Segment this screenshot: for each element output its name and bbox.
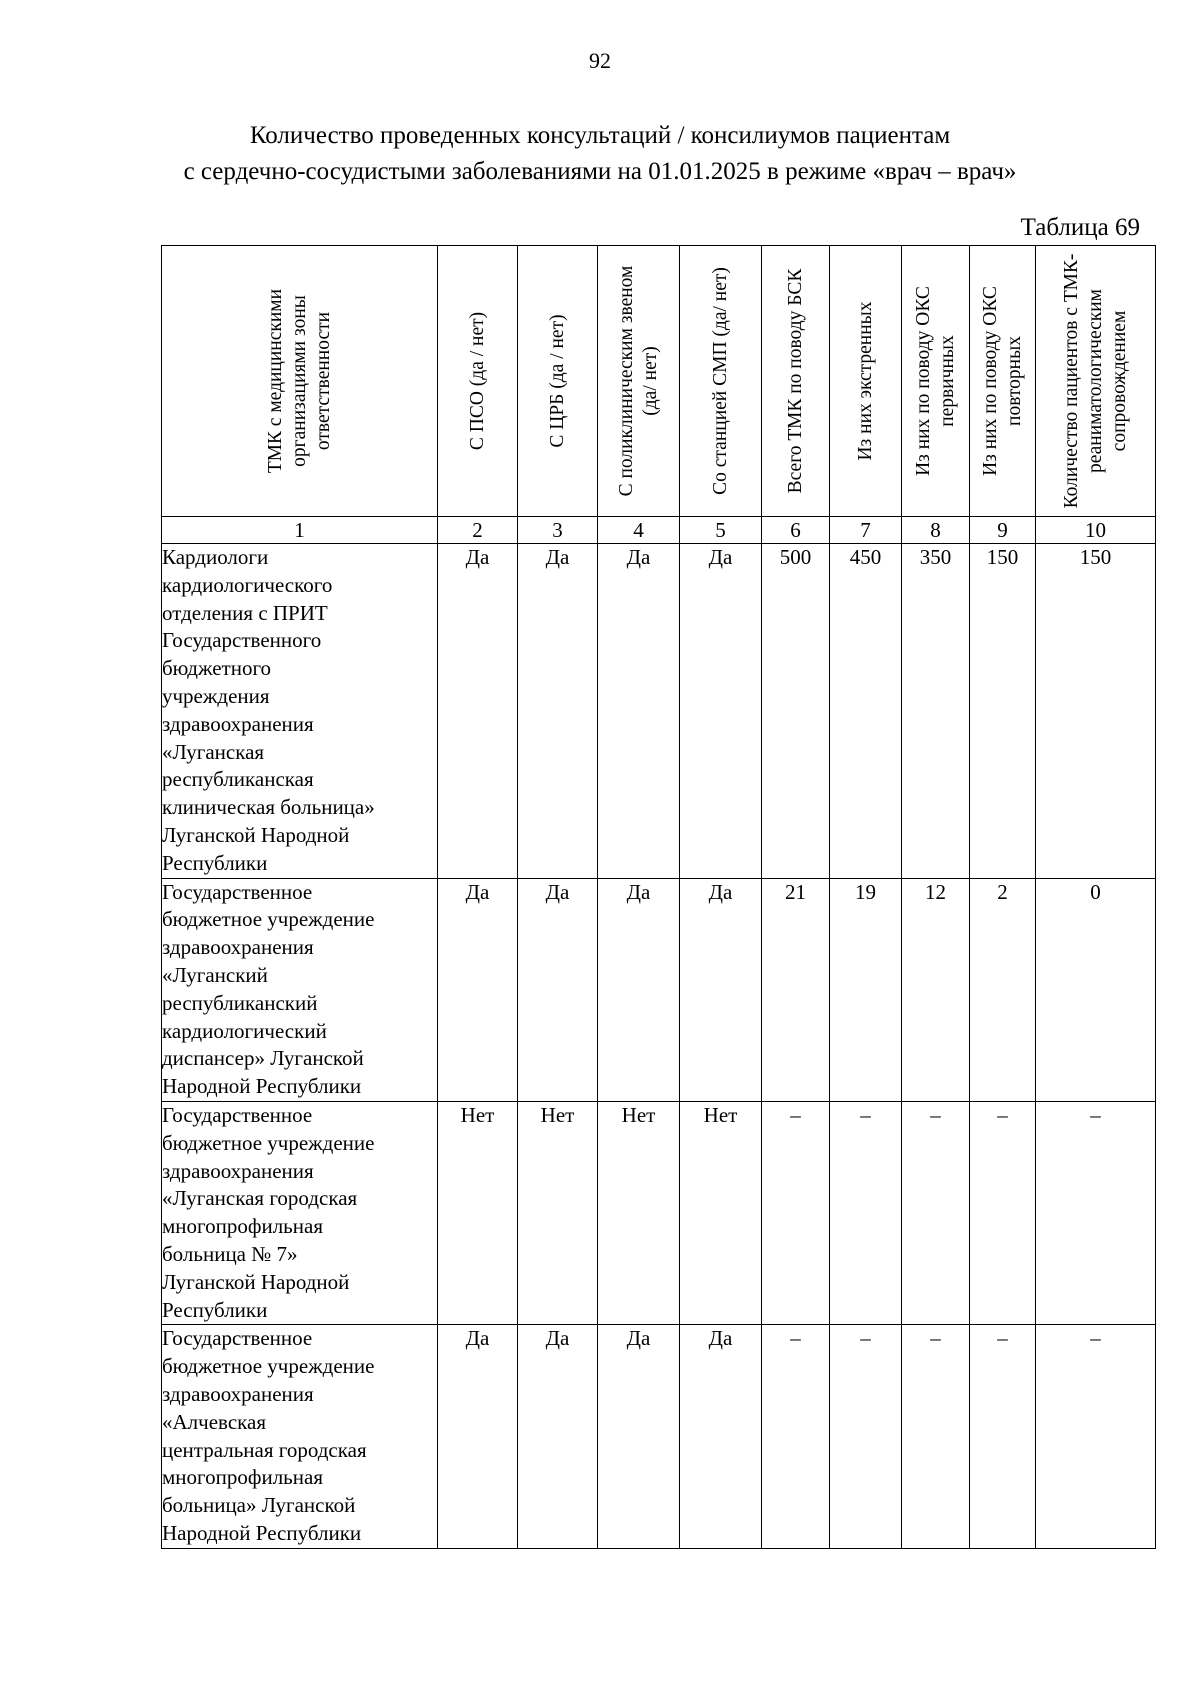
column-number: 1 <box>162 517 438 544</box>
column-header <box>762 246 830 517</box>
column-number: 2 <box>438 517 518 544</box>
org-name-line: бюджетное учреждение <box>162 907 375 932</box>
consultations-table <box>161 245 1156 1549</box>
organization-cell <box>162 1325 438 1548</box>
page-number: 92 <box>589 48 611 73</box>
column-header-text: С ПСО (да / нет) <box>466 311 488 451</box>
org-name-line: Государственное <box>162 1326 313 1351</box>
org-name-line: Республики <box>162 850 268 875</box>
column-number: 4 <box>598 517 680 544</box>
value-cell: Нет <box>438 1101 518 1324</box>
value-cell: – <box>762 1101 830 1324</box>
column-number: 10 <box>1036 517 1156 544</box>
column-number: 5 <box>680 517 762 544</box>
org-name-line: Луганской Народной <box>162 1269 350 1294</box>
value-cell: Да <box>438 1325 518 1548</box>
value-cell: Нет <box>598 1101 680 1324</box>
value-cell: Да <box>518 878 598 1101</box>
column-header <box>598 246 680 517</box>
table-row <box>162 1325 1156 1548</box>
value-cell: 150 <box>970 544 1036 879</box>
organization-cell <box>162 544 438 879</box>
org-name-line: Луганской Народной <box>162 822 350 847</box>
org-name-line: «Луганская городская <box>162 1186 358 1211</box>
org-name-line: Народной Республики <box>162 1520 362 1545</box>
value-cell: 450 <box>830 544 902 879</box>
value-cell: Да <box>680 544 762 879</box>
column-header <box>902 246 970 517</box>
value-cell: 500 <box>762 544 830 879</box>
value-cell: Нет <box>518 1101 598 1324</box>
org-name-line: кардиологического <box>162 572 333 597</box>
org-name-line: Государственного <box>162 628 322 653</box>
header-row <box>162 246 1156 517</box>
value-cell: Да <box>438 544 518 879</box>
value-cell: Да <box>598 1325 680 1548</box>
column-header-text: Всего ТМК по поводу БСК <box>784 268 806 494</box>
org-name-line: здравоохранения <box>162 1158 314 1183</box>
table-row <box>162 544 1156 879</box>
column-header-text: С ЦРБ (да / нет) <box>546 314 568 448</box>
org-name-line: больница № 7» <box>162 1241 298 1266</box>
column-number-row <box>162 517 1156 544</box>
org-name-line: многопрофильная <box>162 1214 323 1239</box>
column-header <box>518 246 598 517</box>
value-cell: 12 <box>902 878 970 1101</box>
column-header-text: С поликлиническим звеном (да/ нет) <box>615 265 661 497</box>
value-cell: Нет <box>680 1101 762 1324</box>
org-name-line: «Алчевская <box>162 1409 267 1434</box>
org-name-line: отделения с ПРИТ <box>162 600 328 625</box>
column-number: 9 <box>970 517 1036 544</box>
value-cell: – <box>902 1101 970 1324</box>
column-header-text: Количество пациентов с ТМК-реаниматологическим сопровождением <box>1060 253 1130 509</box>
value-cell: 0 <box>1036 878 1156 1101</box>
value-cell: Да <box>680 878 762 1101</box>
value-cell: Да <box>518 544 598 879</box>
value-cell: 19 <box>830 878 902 1101</box>
org-name-line: «Луганский <box>162 962 268 987</box>
org-name-line: больница» Луганской <box>162 1493 356 1518</box>
org-name-line: бюджетное учреждение <box>162 1354 375 1379</box>
org-name-line: здравоохранения <box>162 935 314 960</box>
org-name-line: Кардиологи <box>162 545 269 569</box>
value-cell: – <box>970 1325 1036 1548</box>
org-name-line: клиническая больница» <box>162 795 375 820</box>
column-header-text: ТМК с медицинскими организациями зоны ответственности <box>264 288 334 474</box>
value-cell: 2 <box>970 878 1036 1101</box>
value-cell: Да <box>518 1325 598 1548</box>
value-cell: Да <box>598 878 680 1101</box>
org-name-line: здравоохранения <box>162 711 314 736</box>
table-label: Таблица 69 <box>1020 214 1140 241</box>
org-name-line: многопрофильная <box>162 1465 323 1490</box>
org-name-line: «Луганская <box>162 739 265 764</box>
document-title <box>0 118 1200 190</box>
org-name-line: республиканский <box>162 990 318 1015</box>
column-header-text: Из них по поводу ОКС повторных <box>979 286 1025 476</box>
value-cell: – <box>830 1325 902 1548</box>
column-number: 6 <box>762 517 830 544</box>
column-number: 8 <box>902 517 970 544</box>
column-header <box>680 246 762 517</box>
column-header <box>830 246 902 517</box>
org-name-line: центральная городская <box>162 1437 367 1462</box>
table-row <box>162 878 1156 1101</box>
value-cell: – <box>970 1101 1036 1324</box>
column-header <box>162 246 438 517</box>
column-number: 3 <box>518 517 598 544</box>
org-name-line: бюджетное учреждение <box>162 1130 375 1155</box>
value-cell: Да <box>680 1325 762 1548</box>
org-name-line: Республики <box>162 1297 268 1322</box>
org-name-line: Государственное <box>162 1102 313 1127</box>
value-cell: Да <box>438 878 518 1101</box>
title-line-1: Количество проведенных консультаций / консилиумов пациентам <box>249 122 951 149</box>
column-header-text: Из них экстренных <box>854 301 876 461</box>
value-cell: – <box>762 1325 830 1548</box>
column-number: 7 <box>830 517 902 544</box>
org-name-line: бюджетного <box>162 656 272 681</box>
value-cell: 350 <box>902 544 970 879</box>
org-name-line: кардиологический <box>162 1018 327 1043</box>
org-name-line: здравоохранения <box>162 1381 314 1406</box>
org-name-line: республиканская <box>162 767 314 792</box>
organization-cell <box>162 1101 438 1324</box>
value-cell: 150 <box>1036 544 1156 879</box>
title-line-2: с сердечно-сосудистыми заболеваниями на 01.01.2025 в режиме «врач – врач» <box>183 158 1017 185</box>
column-header <box>970 246 1036 517</box>
org-name-line: Народной Республики <box>162 1074 362 1099</box>
column-header <box>438 246 518 517</box>
value-cell: – <box>1036 1101 1156 1324</box>
column-header-text: Из них по поводу ОКС первичных <box>912 286 958 476</box>
value-cell: – <box>830 1101 902 1324</box>
value-cell: 21 <box>762 878 830 1101</box>
column-header <box>1036 246 1156 517</box>
column-header-text: Со станцией СМП (да/ нет) <box>709 267 731 495</box>
value-cell: – <box>902 1325 970 1548</box>
table-row <box>162 1101 1156 1324</box>
value-cell: – <box>1036 1325 1156 1548</box>
org-name-line: диспансер» Луганской <box>162 1046 364 1071</box>
org-name-line: Государственное <box>162 879 313 904</box>
org-name-line: учреждения <box>162 683 270 708</box>
organization-cell <box>162 878 438 1101</box>
value-cell: Да <box>598 544 680 879</box>
